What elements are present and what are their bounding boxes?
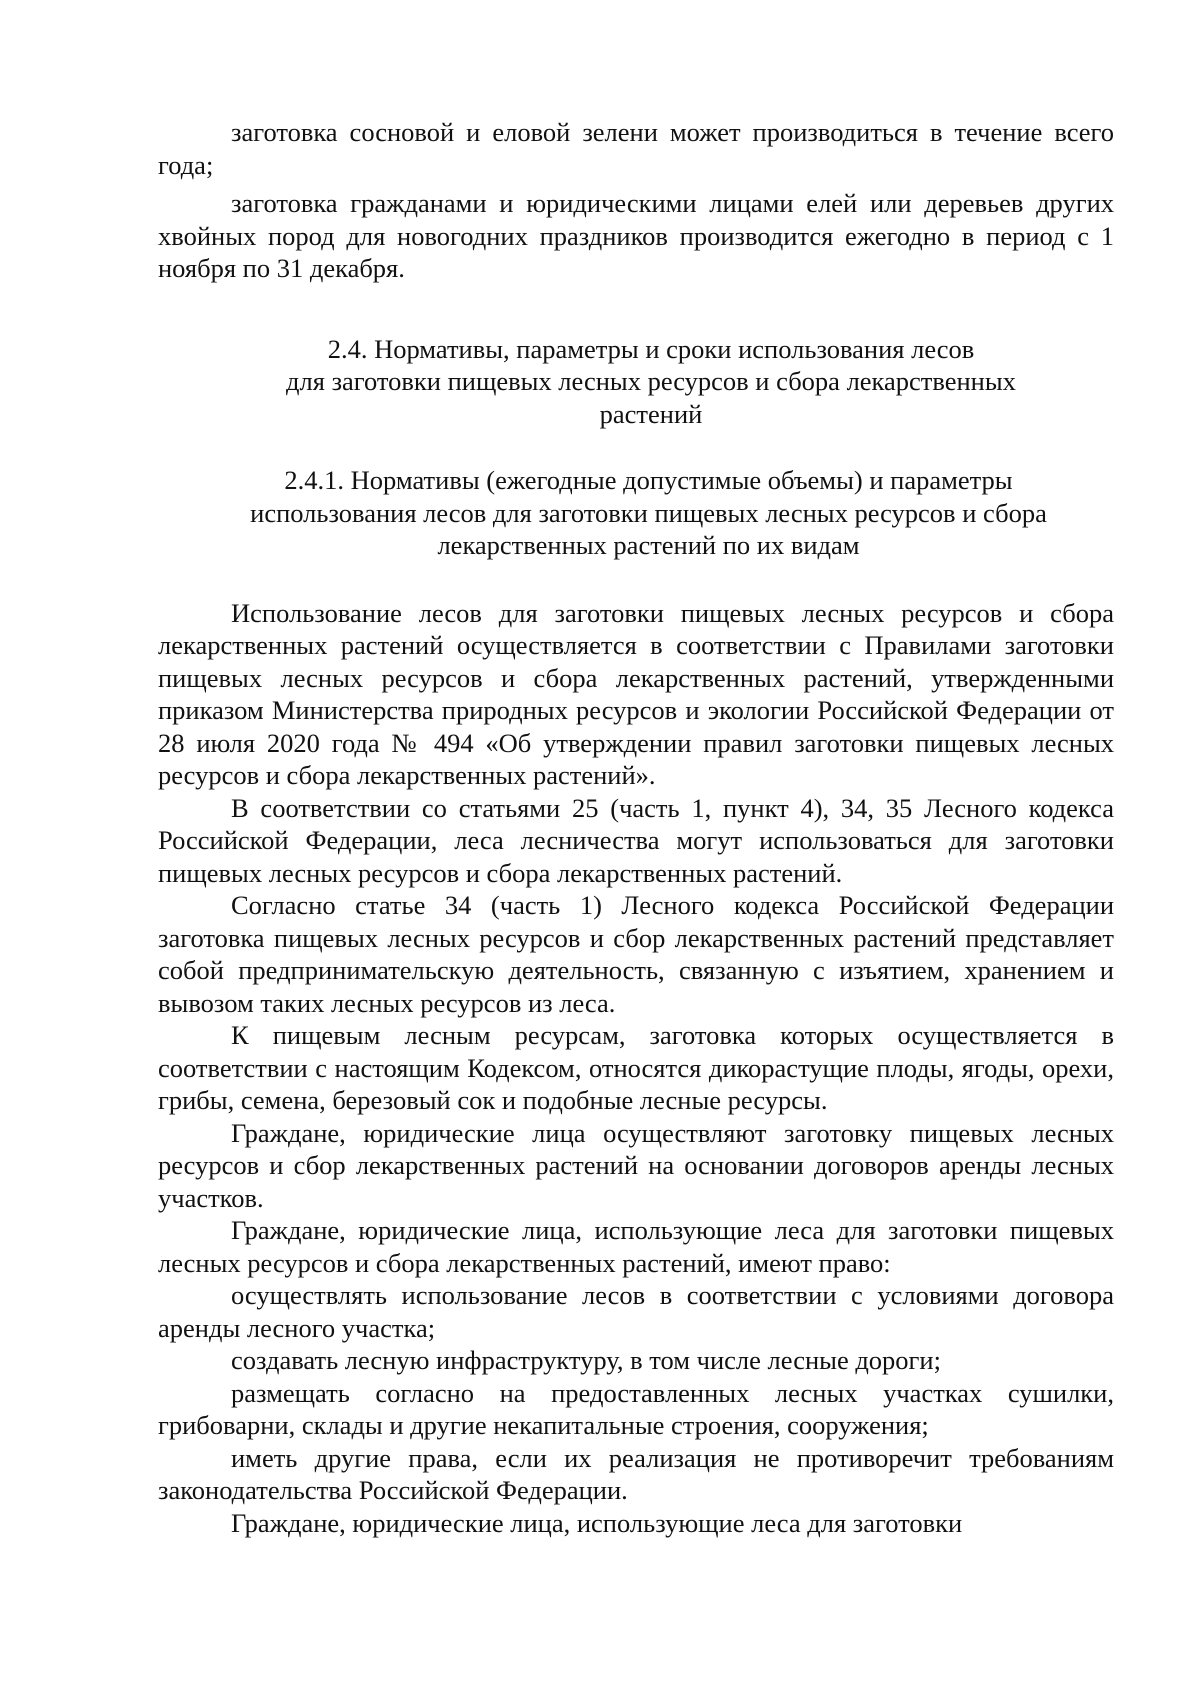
paragraph-right-buildings: размещать согласно на предоставленных лесных участках сушилки, грибоварни, склады и другие некапитальные строения, сооружения; (158, 1377, 1114, 1440)
section-heading (158, 333, 1114, 431)
body-text (158, 597, 1114, 1540)
paragraph-forest-code-articles: В соответствии со статьями 25 (часть 1, пункт 4), 34, 35 Лесного кодекса Российской Федерации, леса лесничества могут использоваться для заготовки пищевых лесных ресурсов и сбора лекарственных растений. (158, 792, 1114, 888)
paragraph-food-resources: К пищевым лесным ресурсам, заготовка которых осуществляется в соответствии с настоящим Кодексом, относятся дикорастущие плоды, ягоды, орехи, грибы, семена, березовый сок и подобные лесные ресурсы. (158, 1020, 1114, 1115)
paragraph-article-34: Согласно статье 34 (часть 1) Лесного кодекса Российской Федерации заготовка пищевых лесных ресурсов и сбор лекарственных растений представляет собой предпринимательскую деятельность, связанную с изъятием, хранением и вывозом таких лесных ресурсов из леса. (158, 890, 1114, 1018)
paragraph-right-infrastructure: создавать лесную инфраструктуру, в том числе лесные дороги; (231, 1345, 941, 1375)
section-heading-line-2: для заготовки пищевых лесных ресурсов и сбора лекарственных (286, 366, 1016, 396)
paragraph-lease-basis: Граждане, юридические лица осуществляют заготовку пищевых лесных ресурсов и сбор лекарственных растений на основании договоров аренды лесных участков. (158, 1117, 1114, 1213)
paragraph-obligations-start: Граждане, юридические лица, использующие леса для заготовки (231, 1507, 963, 1538)
paragraph-rights-intro: Граждане, юридические лица, использующие леса для заготовки пищевых лесных ресурсов и сбора лекарственных растений, имеют право: (158, 1215, 1114, 1278)
paragraph-conifer-greens: заготовка сосновой и еловой зелени может производиться в течение всего года; (158, 117, 1114, 180)
paragraph-new-year-trees: заготовка гражданами и юридическими лицами елей или деревьев других хвойных пород для новогодних праздников производится ежегодно в период с 1 ноября по 31 декабря. (158, 188, 1114, 283)
subsection-heading (158, 464, 1114, 562)
paragraph-usage-rules: Использование лесов для заготовки пищевых лесных ресурсов и сбора лекарственных растений осуществляется в соответствии с Правилами заготовки пищевых лесных ресурсов и сбора лекарственных растений, утвержденными приказом Министерства природных ресурсов и экологии Российской Федерации от 28 июля 2020 года № 494 «Об утверждении правил заготовки пищевых лесных ресурсов и сбора лекарственных растений». (158, 597, 1114, 790)
subsection-heading-line-1: 2.4.1. Нормативы (ежегодные допустимые объемы) и параметры (284, 465, 1013, 495)
paragraph-right-use: осуществлять использование лесов в соответствии с условиями договора аренды лесного участка; (158, 1280, 1114, 1343)
section-heading-line-3: растений (599, 398, 703, 429)
subsection-heading-line-2: использования лесов для заготовки пищевых лесных ресурсов и сбора (250, 497, 1047, 528)
paragraph-right-other: иметь другие права, если их реализация не противоречит требованиям законодательства Российской Федерации. (158, 1442, 1114, 1505)
section-heading-line-1: 2.4. Нормативы, параметры и сроки использования лесов (327, 333, 975, 364)
subsection-heading-line-3: лекарственных растений по их видам (437, 530, 860, 560)
